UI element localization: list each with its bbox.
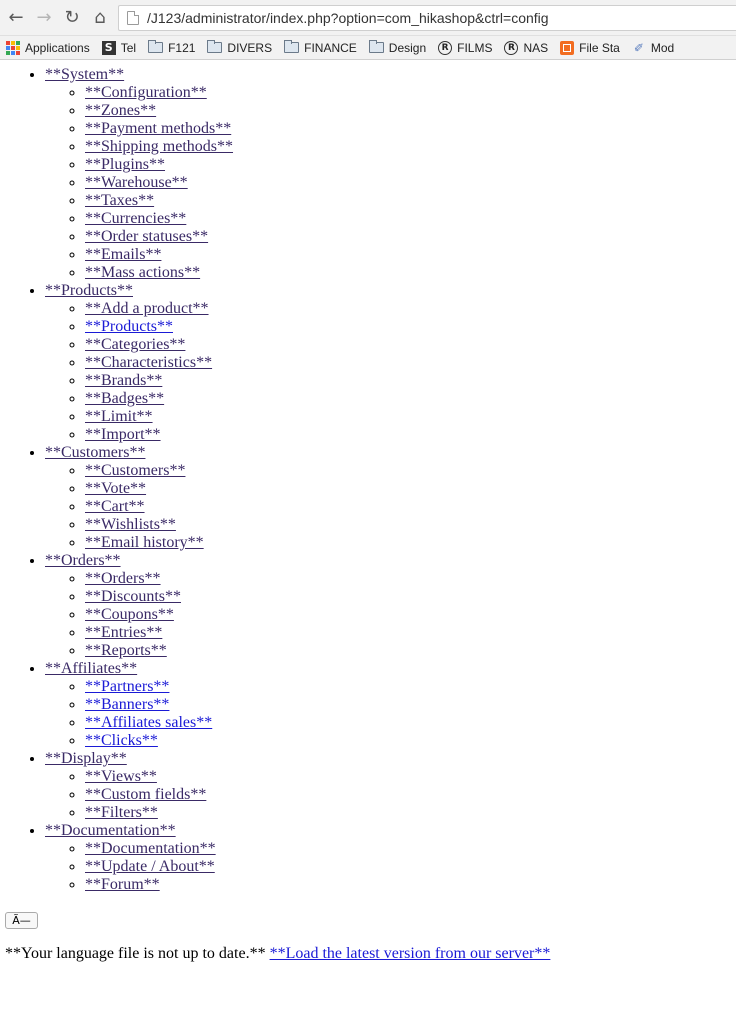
submenu-link[interactable]: **Forum**	[85, 876, 160, 893]
bookmark-label: File Sta	[579, 40, 620, 55]
submenu-item	[85, 534, 736, 552]
bookmark-label: NAS	[523, 40, 549, 55]
menu-section	[45, 822, 736, 894]
submenu-link[interactable]: **Vote**	[85, 480, 147, 497]
menu-section	[45, 444, 736, 552]
url-text[interactable]: /J123/administrator/index.php?option=com_hikashop&ctrl=config	[147, 9, 549, 26]
submenu	[45, 768, 736, 822]
submenu-item	[85, 480, 736, 498]
menu-section-link[interactable]: **Display**	[45, 750, 127, 767]
submenu-link[interactable]: **Add a product**	[85, 300, 209, 317]
bookmark-label: F121	[168, 40, 196, 55]
forward-arrow-icon[interactable]: →	[36, 7, 52, 28]
bookmark-label: FILMS	[457, 40, 493, 55]
submenu	[45, 462, 736, 552]
submenu-link[interactable]: **Orders**	[85, 570, 161, 587]
language-notice	[5, 945, 736, 963]
submenu-link[interactable]: **Plugins**	[85, 156, 166, 173]
bookmarks-bar	[0, 36, 736, 60]
submenu-item	[85, 264, 736, 282]
menu-section-link[interactable]: **Orders**	[45, 552, 121, 569]
submenu-link[interactable]: **Coupons**	[85, 606, 174, 623]
mod-icon: ✐	[633, 40, 644, 55]
folder-icon	[207, 42, 222, 53]
submenu-link[interactable]: **Badges**	[85, 390, 165, 407]
menu-section	[45, 282, 736, 444]
back-arrow-icon[interactable]: ←	[8, 7, 24, 28]
menu-section-link[interactable]: **System**	[45, 66, 125, 83]
load-language-link[interactable]: **Load the latest version from our server**	[269, 945, 551, 962]
menu-section	[45, 552, 736, 660]
submenu-item	[85, 786, 736, 804]
submenu-item	[85, 210, 736, 228]
submenu-item	[85, 102, 736, 120]
submenu-link[interactable]: **Shipping methods**	[85, 138, 234, 155]
r-logo-icon: R	[504, 41, 518, 55]
submenu-item	[85, 390, 736, 408]
submenu	[45, 678, 736, 750]
submenu-item	[85, 588, 736, 606]
submenu-link[interactable]: **Email history**	[85, 534, 204, 551]
address-bar[interactable]	[118, 5, 736, 31]
submenu-link[interactable]: **Brands**	[85, 372, 163, 389]
submenu-link[interactable]: **Update / About**	[85, 858, 215, 875]
submenu-item	[85, 462, 736, 480]
submenu-item	[85, 336, 736, 354]
submenu-item	[85, 858, 736, 876]
folder-icon	[369, 42, 384, 53]
bookmark-label: Tel	[120, 40, 137, 55]
folder-icon	[284, 42, 299, 53]
browser-toolbar	[0, 0, 736, 36]
submenu-item	[85, 192, 736, 210]
submenu-item	[85, 156, 736, 174]
submenu-item	[85, 138, 736, 156]
s-logo-icon: S	[102, 41, 116, 55]
menu-section	[45, 660, 736, 750]
submenu-item	[85, 84, 736, 102]
bookmark-item[interactable]	[438, 41, 492, 55]
menu-section-link[interactable]: **Documentation**	[45, 822, 176, 839]
bookmark-item[interactable]	[148, 41, 195, 55]
bookmark-item[interactable]	[6, 41, 90, 55]
submenu-item	[85, 174, 736, 192]
submenu-link[interactable]: **Mass actions**	[85, 264, 201, 281]
submenu-link[interactable]: **Clicks**	[85, 732, 158, 749]
submenu-link[interactable]: **Discounts**	[85, 588, 181, 605]
submenu-item	[85, 120, 736, 138]
submenu-item	[85, 606, 736, 624]
bookmark-label: DIVERS	[227, 40, 273, 55]
submenu-link[interactable]: **Cart**	[85, 498, 145, 515]
submenu-item	[85, 426, 736, 444]
submenu-link[interactable]: **Characteristics**	[85, 354, 213, 371]
bookmark-item[interactable]	[207, 41, 272, 55]
bookmark-item[interactable]	[504, 41, 548, 55]
submenu	[45, 84, 736, 282]
language-notice-text: **Your language file is not up to date.**	[5, 945, 266, 962]
menu-section	[45, 66, 736, 282]
submenu-link[interactable]: **Partners**	[85, 678, 170, 695]
submenu-item	[85, 372, 736, 390]
r-logo-icon: R	[438, 41, 452, 55]
file-station-icon	[560, 41, 574, 55]
submenu-item	[85, 714, 736, 732]
submenu-link[interactable]: **Taxes**	[85, 192, 155, 209]
submenu-item	[85, 228, 736, 246]
submenu-item	[85, 624, 736, 642]
page-content	[0, 66, 736, 963]
submenu-link[interactable]: **Order statuses**	[85, 228, 209, 245]
submenu	[45, 300, 736, 444]
submenu-item	[85, 804, 736, 822]
submenu-item	[85, 732, 736, 750]
home-icon[interactable]: ⌂	[94, 7, 106, 28]
submenu	[45, 570, 736, 660]
submenu-link[interactable]: **Warehouse**	[85, 174, 188, 191]
submenu-link[interactable]: **Reports**	[85, 642, 167, 659]
menu-section-link[interactable]: **Affiliates**	[45, 660, 138, 677]
submenu-link[interactable]: **Payment methods**	[85, 120, 232, 137]
submenu-link[interactable]: **Affiliates sales**	[85, 714, 213, 731]
submenu-link[interactable]: **Configuration**	[85, 84, 207, 101]
submenu-link[interactable]: **Limit**	[85, 408, 153, 425]
submenu-item	[85, 318, 736, 336]
admin-menu	[0, 66, 736, 894]
submenu-item	[85, 840, 736, 858]
submenu-link[interactable]: **Documentation**	[85, 840, 216, 857]
submenu-link[interactable]: **Zones**	[85, 102, 157, 119]
bookmark-item[interactable]	[632, 41, 674, 55]
submenu-link[interactable]: **Import**	[85, 426, 161, 443]
bookmark-item[interactable]	[560, 41, 620, 55]
submenu-item	[85, 642, 736, 660]
submenu-item	[85, 498, 736, 516]
submenu-link[interactable]: **Categories**	[85, 336, 186, 353]
menu-section	[45, 750, 736, 822]
bookmark-label: Design	[388, 40, 427, 55]
submenu-link[interactable]: **Currencies**	[85, 210, 187, 227]
submenu-item	[85, 768, 736, 786]
submenu-item	[85, 696, 736, 714]
submenu-item	[85, 876, 736, 894]
submenu-link[interactable]: **Wishlists**	[85, 516, 176, 533]
bookmark-item[interactable]	[369, 41, 426, 55]
reload-icon[interactable]: ↻	[64, 7, 80, 28]
submenu-link[interactable]: **Products**	[85, 318, 173, 335]
bookmark-label: Mod	[650, 40, 675, 55]
submenu-item	[85, 300, 736, 318]
apps-grid-icon	[6, 41, 20, 55]
close-button[interactable]: Ã—	[5, 912, 38, 929]
bookmark-item[interactable]	[284, 41, 357, 55]
submenu-item	[85, 570, 736, 588]
submenu-link[interactable]: **Custom fields**	[85, 786, 207, 803]
folder-icon	[148, 42, 163, 53]
menu-section-link[interactable]: **Customers**	[45, 444, 146, 461]
submenu-item	[85, 354, 736, 372]
submenu-link[interactable]: **Customers**	[85, 462, 186, 479]
submenu-item	[85, 516, 736, 534]
submenu-link[interactable]: **Filters**	[85, 804, 158, 821]
submenu-link[interactable]: **Views**	[85, 768, 157, 785]
menu-section-link[interactable]: **Products**	[45, 282, 133, 299]
submenu-link[interactable]: **Emails**	[85, 246, 162, 263]
bookmark-label: Applications	[25, 40, 90, 55]
bookmark-item[interactable]	[102, 41, 136, 55]
submenu-item	[85, 408, 736, 426]
page-icon	[127, 11, 139, 25]
submenu-item	[85, 678, 736, 696]
submenu-link[interactable]: **Entries**	[85, 624, 163, 641]
bookmark-label: FINANCE	[304, 40, 357, 55]
submenu	[45, 840, 736, 894]
submenu-item	[85, 246, 736, 264]
submenu-link[interactable]: **Banners**	[85, 696, 170, 713]
